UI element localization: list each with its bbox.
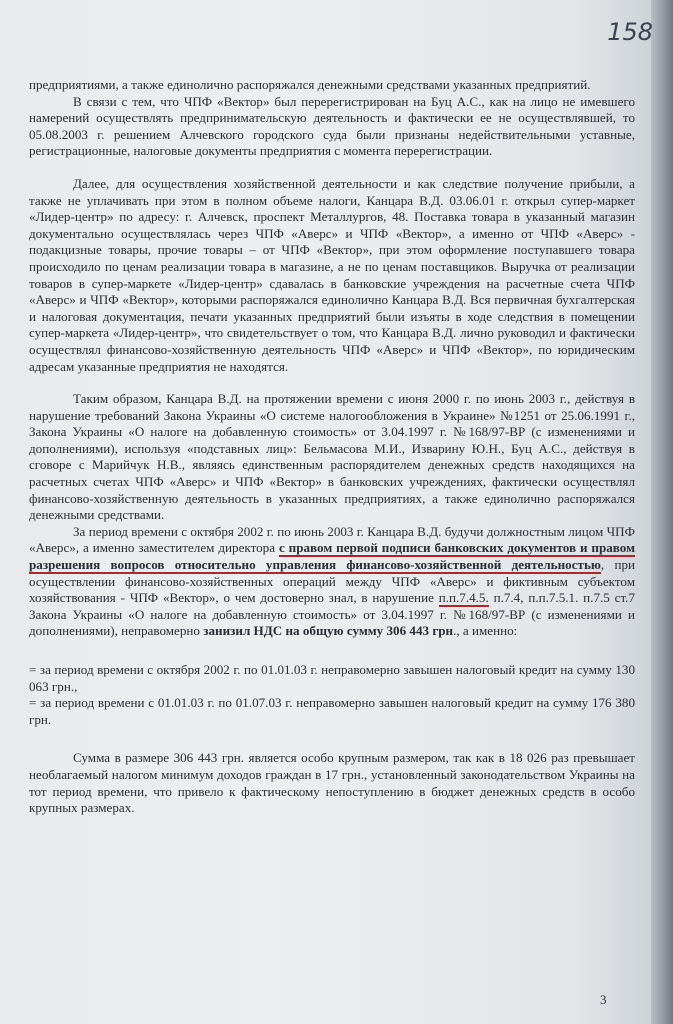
paragraph-5-part-4: ., а именно: xyxy=(453,623,518,639)
paragraph-3: Далее, для осуществления хозяйственной деятельности и как следствие получение прибыли, а также не уплачивать при этом в полном объеме налоги, Канцара В.Д. 03.06.01 г. открыл супер-маркет «Лидер-центр» по адресу: г. Алчевск, проспект Металлургов, 48. Поставка товара в указанный магазин документально осуществлялась через ЧПФ «Аверс» и ЧПФ «Вектор», а именно от ЧПФ «Аверс» - подакцизные товары, прочие товары – от ЧПФ «Вектор», при этом оформление поступавшего товара происходило по ценам реализации товара в магазине, а не по ценам поставщиков. Выручка от реализации товаров в супер-маркете «Лидер-центр» сдавалась в банковские учреждения на расчетные счета ЧПФ «Аверс» и ЧПФ «Вектор», которыми распоряжался единолично Канцара В.Д. Вся первичная бухгалтерская и налоговая документация, печати указанных предприятий были изъяты в ходе следствия в помещении супер-маркета «Лидер-центр», что свидетельствует о том, что Канцара В.Д. лично руководил и фактически осуществлял финансово-хозяйственную деятельность ЧПФ «Аверс» и ЧПФ «Вектор», по юридическим адресам указанные предприятия не находятся. xyxy=(29,175,635,374)
paragraph-5 xyxy=(29,524,635,640)
list-item-1: = за период времени с октября 2002 г. по 01.01.03 г. неправомерно завышен налоговый кредит на сумму 130 063 грн., xyxy=(29,662,635,694)
page-edge-shadow xyxy=(651,0,673,1024)
paragraph-5-part-3: п.7.4, п.п.7.5.1. п.7.5 ст.7 Закона Украины «О налоге на добавленную стоимость» от 3.04.1997 г. №168/97-ВР (с изменениями и дополнениями), неправомерно xyxy=(29,590,635,639)
page-number: 3 xyxy=(600,992,607,1007)
paragraph-5-part-1: За период времени с октября 2002 г. по июнь 2003 г. Канцара В.Д. будучи должностным лицом ЧПФ «Аверс», а именно заместителем директора xyxy=(29,523,635,556)
document-body xyxy=(29,77,635,817)
authority-bold-text: с правом первой подписи банковских документов и правом разрешения вопросов относительно управления финансово-хозяйственной деятельностью xyxy=(29,540,635,573)
vat-amount-bold-text: занизил НДС на общую сумму 306 443 грн xyxy=(203,623,454,639)
paragraph-1: предприятиями, а также единолично распоряжался денежными средствами указанных предприятий. xyxy=(29,77,591,92)
list-item-2: = за период времени с 01.01.03 г. по 01.07.03 г. неправомерно завышен налоговый кредит на сумму 176 380 грн. xyxy=(29,695,635,727)
paragraph-5-part-2: , при осуществлении финансово-хозяйственных операций между ЧПФ «Аверс» и фиктивным субъектом хозяйствования - ЧПФ «Вектор», о чем достоверно знал, в нарушение xyxy=(29,557,636,606)
paragraph-6: Сумма в размере 306 443 грн. является особо крупным размером, так как в 18 026 раз превышает необлагаемый налогом минимум доходов граждан в 17 грн., установленный законодательством Украины на тот период времени, что привело к фактическому непоступлению в бюджет денежных средств в особо крупных размерах. xyxy=(29,750,635,816)
paragraph-4: Таким образом, Канцара В.Д. на протяжении времени с июня 2000 г. по июнь 2003 г., действуя в нарушение требований Закона Украины «О системе налогообложения в Украине» №1251 от 25.06.1991 г., Закона Украины «О налоге на добавленную стоимость» от 3.04.1997 г. №168/97-ВР (с изменениями и дополнениями), используя «подставных лиц»: Бельмасова М.И., Изварину Ю.Н., Буц А.С., действуя в сговоре с Марийчук Н.В., являясь единственным распорядителем денежных средств находящихся на расчетных счетах ЧПФ «Аверс» и ЧПФ «Вектор» в банковских учреждениях, фактически осуществлял финансово-хозяйственную деятельность в указанных предприятиях, а также единолично распоряжался денежными средствами. xyxy=(29,391,635,523)
handwritten-sheet-number: 158 xyxy=(607,18,653,46)
clause-reference: п.п.7.4.5. xyxy=(438,590,489,606)
paragraph-2: В связи с тем, что ЧПФ «Вектор» был перерегистрирован на Буц А.С., как на лицо не имевшего намерений осуществлять предпринимательскую деятельность и фактически ее не осуществлявшей, то 05.08.2003 г. решением Алчевского городского суда были признаны недействительными уставные, регистрационные, налоговые документы предприятия с момента перерегистрации. xyxy=(29,93,635,159)
